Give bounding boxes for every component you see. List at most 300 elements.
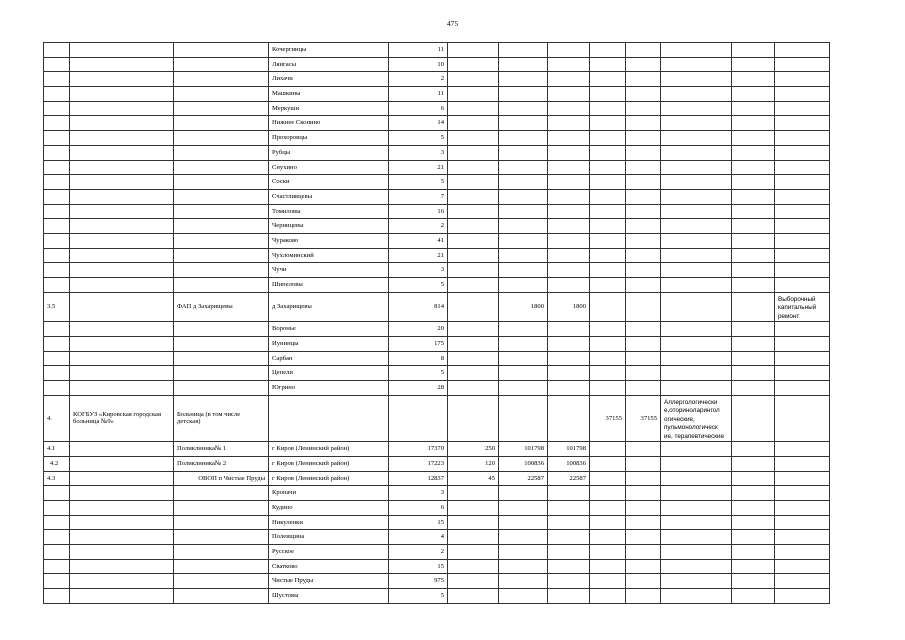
table-cell-c5: 2 <box>389 544 448 559</box>
table-cell-c10 <box>626 500 661 515</box>
table-cell-c2 <box>70 574 174 589</box>
table-cell-c13 <box>775 278 830 293</box>
table-cell-c5: 5 <box>389 589 448 604</box>
table-cell-c6 <box>448 248 499 263</box>
table-cell-c8 <box>548 486 590 501</box>
table-cell-c10 <box>626 486 661 501</box>
table-cell-c9 <box>590 87 626 102</box>
table-cell-c4: Кочергинцы <box>269 43 389 58</box>
table-cell-c6: 120 <box>448 456 499 471</box>
table-cell-c8 <box>548 395 590 442</box>
table-cell-c5: 28 <box>389 380 448 395</box>
table-cell-c3 <box>174 336 269 351</box>
table-cell-c1 <box>44 278 70 293</box>
table-cell-c8: 100836 <box>548 456 590 471</box>
table-row <box>44 589 830 604</box>
table-cell-c1 <box>44 366 70 381</box>
table-cell-c4: Снухино <box>269 160 389 175</box>
table-cell-c5: 21 <box>389 160 448 175</box>
table-cell-c1: 4.2 <box>44 456 70 471</box>
table-cell-c2 <box>70 175 174 190</box>
table-cell-c8 <box>548 500 590 515</box>
table-cell-c6 <box>448 116 499 131</box>
table-cell-c1 <box>44 559 70 574</box>
table-row <box>44 131 830 146</box>
table-cell-c2 <box>70 278 174 293</box>
table-cell-c8 <box>548 131 590 146</box>
table-cell-c7 <box>499 486 548 501</box>
table-cell-c11: Аллергологически е,оториноларингол огические, пульмонологическ ие, терапевтические <box>661 395 732 442</box>
table-cell-c13 <box>775 544 830 559</box>
table-cell-c3 <box>174 263 269 278</box>
table-cell-c4: Нижнее Скопино <box>269 116 389 131</box>
table-cell-c10 <box>626 189 661 204</box>
table-cell-c13 <box>775 204 830 219</box>
table-cell-c12 <box>732 442 775 457</box>
table-cell-c9 <box>590 131 626 146</box>
table-cell-c6 <box>448 559 499 574</box>
table-cell-c7 <box>499 248 548 263</box>
table-cell-c11 <box>661 471 732 486</box>
table-cell-c11 <box>661 366 732 381</box>
table-cell-c3 <box>174 544 269 559</box>
table-cell-c7 <box>499 57 548 72</box>
table-row <box>44 175 830 190</box>
table-cell-c11 <box>661 145 732 160</box>
table-cell-c2 <box>70 336 174 351</box>
table-cell-c11 <box>661 72 732 87</box>
table-cell-c5: 8 <box>389 351 448 366</box>
table-cell-c8 <box>548 515 590 530</box>
table-cell-c10 <box>626 456 661 471</box>
table-cell-c10 <box>626 263 661 278</box>
table-row <box>44 351 830 366</box>
table-cell-c9 <box>590 278 626 293</box>
table-cell-c12 <box>732 263 775 278</box>
table-cell-c5: 11 <box>389 43 448 58</box>
table-cell-c6 <box>448 589 499 604</box>
table-row <box>44 380 830 395</box>
table-cell-c12 <box>732 380 775 395</box>
table-cell-c2 <box>70 544 174 559</box>
table-cell-c11 <box>661 116 732 131</box>
table-cell-c1 <box>44 322 70 337</box>
table-cell-c3 <box>174 559 269 574</box>
table-cell-c12 <box>732 248 775 263</box>
table-cell-c10 <box>626 471 661 486</box>
table-cell-c11 <box>661 233 732 248</box>
table-cell-c5: 11 <box>389 87 448 102</box>
table-cell-c5: 5 <box>389 366 448 381</box>
table-cell-c8: 22587 <box>548 471 590 486</box>
table-cell-c1 <box>44 116 70 131</box>
table-cell-c9 <box>590 248 626 263</box>
table-cell-c3 <box>174 72 269 87</box>
table-cell-c7 <box>499 322 548 337</box>
table-cell-c11 <box>661 486 732 501</box>
table-cell-c8: 1800 <box>548 292 590 322</box>
table-cell-c9 <box>590 559 626 574</box>
table-cell-c7 <box>499 574 548 589</box>
table-cell-c12 <box>732 131 775 146</box>
table-cell-c3: Поликлиника№ 2 <box>174 456 269 471</box>
table-cell-c1 <box>44 145 70 160</box>
table-cell-c13 <box>775 380 830 395</box>
table-cell-c11 <box>661 322 732 337</box>
table-cell-c12 <box>732 530 775 545</box>
table-cell-c1: 4.3 <box>44 471 70 486</box>
table-cell-c2 <box>70 131 174 146</box>
table-row <box>44 500 830 515</box>
table-cell-c1 <box>44 57 70 72</box>
table-cell-c10 <box>626 530 661 545</box>
table-cell-c4: Счастливцевы <box>269 189 389 204</box>
table-cell-c7 <box>499 530 548 545</box>
table-cell-c11 <box>661 442 732 457</box>
table-cell-c8 <box>548 366 590 381</box>
table-cell-c2 <box>70 189 174 204</box>
table-cell-c10 <box>626 559 661 574</box>
table-cell-c11 <box>661 278 732 293</box>
table-cell-c10 <box>626 544 661 559</box>
table-row <box>44 233 830 248</box>
table-cell-c10 <box>626 442 661 457</box>
table-cell-c8 <box>548 278 590 293</box>
table-row <box>44 160 830 175</box>
table-row <box>44 72 830 87</box>
table-cell-c9 <box>590 292 626 322</box>
table-cell-c13 <box>775 43 830 58</box>
table-cell-c13 <box>775 57 830 72</box>
table-cell-c4: Соски <box>269 175 389 190</box>
table-cell-c12 <box>732 500 775 515</box>
table-cell-c4: Полевщина <box>269 530 389 545</box>
table-cell-c8 <box>548 219 590 234</box>
table-cell-c7 <box>499 559 548 574</box>
table-cell-c7 <box>499 263 548 278</box>
table-cell-c10 <box>626 116 661 131</box>
table-cell-c10 <box>626 351 661 366</box>
table-cell-c5: 21 <box>389 248 448 263</box>
table-cell-c7 <box>499 351 548 366</box>
table-row <box>44 442 830 457</box>
table-cell-c13: Выборочный капитальный ремонт <box>775 292 830 322</box>
table-row <box>44 57 830 72</box>
table-cell-c7: 1800 <box>499 292 548 322</box>
table-cell-c9 <box>590 204 626 219</box>
table-cell-c12 <box>732 515 775 530</box>
table-cell-c13 <box>775 189 830 204</box>
table-cell-c9 <box>590 263 626 278</box>
table-cell-c3 <box>174 101 269 116</box>
table-cell-c10 <box>626 101 661 116</box>
table-cell-c13 <box>775 366 830 381</box>
table-cell-c9 <box>590 530 626 545</box>
table-cell-c7 <box>499 175 548 190</box>
table-cell-c5: 814 <box>389 292 448 322</box>
table-cell-c7 <box>499 189 548 204</box>
table-cell-c10 <box>626 366 661 381</box>
table-cell-c8 <box>548 101 590 116</box>
table-cell-c12 <box>732 72 775 87</box>
table-cell-c1 <box>44 160 70 175</box>
table-cell-c12 <box>732 43 775 58</box>
table-cell-c10 <box>626 204 661 219</box>
table-cell-c12 <box>732 219 775 234</box>
table-cell-c4: Томиловы <box>269 204 389 219</box>
table-cell-c9 <box>590 101 626 116</box>
table-cell-c5: 15 <box>389 559 448 574</box>
table-cell-c12 <box>732 175 775 190</box>
table-cell-c9 <box>590 116 626 131</box>
table-cell-c3 <box>174 530 269 545</box>
table-row <box>44 366 830 381</box>
table-cell-c8 <box>548 145 590 160</box>
table-cell-c3 <box>174 589 269 604</box>
table-cell-c13 <box>775 559 830 574</box>
table-cell-c9 <box>590 57 626 72</box>
table-cell-c13 <box>775 101 830 116</box>
table-cell-c5: 6 <box>389 500 448 515</box>
table-cell-c11 <box>661 248 732 263</box>
table-row <box>44 559 830 574</box>
table-cell-c8 <box>548 322 590 337</box>
table-cell-c1 <box>44 530 70 545</box>
table-cell-c3 <box>174 219 269 234</box>
table-cell-c6 <box>448 131 499 146</box>
table-cell-c1 <box>44 101 70 116</box>
table-cell-c13 <box>775 233 830 248</box>
table-cell-c2: КОГБУЗ «Кировская городская больница №9» <box>70 395 174 442</box>
table-cell-c4: Цепели <box>269 366 389 381</box>
table-cell-c11 <box>661 175 732 190</box>
table-cell-c12 <box>732 366 775 381</box>
table-row <box>44 292 830 322</box>
table-cell-c3 <box>174 500 269 515</box>
table-cell-c4: д Захарищевы <box>269 292 389 322</box>
table-cell-c5: 3 <box>389 486 448 501</box>
table-cell-c8 <box>548 544 590 559</box>
table-cell-c4: Русское <box>269 544 389 559</box>
table-cell-c10 <box>626 248 661 263</box>
table-cell-c12 <box>732 486 775 501</box>
table-cell-c8 <box>548 530 590 545</box>
table-row <box>44 263 830 278</box>
table-cell-c4: Лихачи <box>269 72 389 87</box>
table-cell-c2 <box>70 43 174 58</box>
table-cell-c12 <box>732 233 775 248</box>
table-cell-c11 <box>661 351 732 366</box>
table-cell-c13 <box>775 574 830 589</box>
table-cell-c4: Прохоровцы <box>269 131 389 146</box>
table-cell-c8: 101798 <box>548 442 590 457</box>
table-cell-c7 <box>499 395 548 442</box>
table-cell-c8 <box>548 57 590 72</box>
table-cell-c6 <box>448 544 499 559</box>
table-cell-c12 <box>732 145 775 160</box>
table-cell-c13 <box>775 160 830 175</box>
table-cell-c9 <box>590 442 626 457</box>
table-cell-c4: Кропачи <box>269 486 389 501</box>
table-row <box>44 486 830 501</box>
table-cell-c3 <box>174 248 269 263</box>
table-cell-c11 <box>661 160 732 175</box>
table-cell-c10 <box>626 589 661 604</box>
table-cell-c5: 17370 <box>389 442 448 457</box>
table-cell-c6: 45 <box>448 471 499 486</box>
table-cell-c13 <box>775 456 830 471</box>
table-cell-c11 <box>661 589 732 604</box>
table-cell-c7 <box>499 515 548 530</box>
table-row <box>44 278 830 293</box>
table-cell-c3 <box>174 204 269 219</box>
table-cell-c1 <box>44 87 70 102</box>
table-cell-c12 <box>732 351 775 366</box>
table-cell-c4: Воронье <box>269 322 389 337</box>
table-cell-c13 <box>775 395 830 442</box>
table-cell-c1: 4.1 <box>44 442 70 457</box>
table-cell-c1 <box>44 500 70 515</box>
table-cell-c3: Больница (в том числе детская) <box>174 395 269 442</box>
table-cell-c7: 22587 <box>499 471 548 486</box>
table-cell-c2 <box>70 351 174 366</box>
table-cell-c9 <box>590 175 626 190</box>
table-cell-c13 <box>775 219 830 234</box>
table-cell-c11 <box>661 57 732 72</box>
table-cell-c2 <box>70 530 174 545</box>
table-cell-c10 <box>626 380 661 395</box>
table-cell-c12 <box>732 336 775 351</box>
table-cell-c1 <box>44 204 70 219</box>
table-cell-c2 <box>70 486 174 501</box>
table-cell-c8 <box>548 336 590 351</box>
table-cell-c4: г Киров (Ленинский район) <box>269 471 389 486</box>
table-cell-c13 <box>775 72 830 87</box>
table-cell-c6 <box>448 233 499 248</box>
table-cell-c11 <box>661 204 732 219</box>
table-cell-c3 <box>174 145 269 160</box>
table-cell-c11 <box>661 574 732 589</box>
table-row <box>44 204 830 219</box>
table-cell-c3: ОВОП п Чистые Пруды <box>174 471 269 486</box>
table-cell-c2 <box>70 145 174 160</box>
table-cell-c9 <box>590 486 626 501</box>
table-cell-c9 <box>590 544 626 559</box>
table-cell-c3 <box>174 43 269 58</box>
table-cell-c9 <box>590 233 626 248</box>
table-row <box>44 515 830 530</box>
table-cell-c6 <box>448 175 499 190</box>
table-cell-c10 <box>626 278 661 293</box>
table-cell-c1 <box>44 380 70 395</box>
table-cell-c7 <box>499 116 548 131</box>
table-cell-c3 <box>174 366 269 381</box>
table-cell-c10 <box>626 322 661 337</box>
table-cell-c9 <box>590 322 626 337</box>
table-cell-c6 <box>448 380 499 395</box>
table-cell-c10 <box>626 145 661 160</box>
table-row <box>44 530 830 545</box>
table-cell-c6 <box>448 87 499 102</box>
table-cell-c13 <box>775 442 830 457</box>
table-cell-c3 <box>174 351 269 366</box>
table-cell-c2 <box>70 57 174 72</box>
page-number: 475 <box>446 19 459 28</box>
table-cell-c2 <box>70 248 174 263</box>
table-row <box>44 574 830 589</box>
table-cell-c11 <box>661 189 732 204</box>
table-cell-c13 <box>775 145 830 160</box>
table-cell-c4: Иунинцы <box>269 336 389 351</box>
table-cell-c8 <box>548 380 590 395</box>
table-cell-c6 <box>448 336 499 351</box>
table-cell-c2 <box>70 500 174 515</box>
table-cell-c6 <box>448 351 499 366</box>
table-cell-c4: г Киров (Ленинский район) <box>269 442 389 457</box>
table-cell-c6 <box>448 145 499 160</box>
table-cell-c4: Сарбан <box>269 351 389 366</box>
table-cell-c10 <box>626 57 661 72</box>
table-cell-c12 <box>732 87 775 102</box>
table-cell-c5 <box>389 395 448 442</box>
table-row <box>44 336 830 351</box>
table-cell-c2 <box>70 204 174 219</box>
table-cell-c6 <box>448 486 499 501</box>
table-cell-c11 <box>661 500 732 515</box>
table-cell-c12 <box>732 116 775 131</box>
table-cell-c3: ФАП д Захарищевы <box>174 292 269 322</box>
table-cell-c7 <box>499 233 548 248</box>
table-cell-c7 <box>499 131 548 146</box>
table-cell-c7 <box>499 336 548 351</box>
table-cell-c8 <box>548 160 590 175</box>
table-cell-c7 <box>499 219 548 234</box>
table-cell-c8 <box>548 233 590 248</box>
table-cell-c9 <box>590 43 626 58</box>
table-cell-c12 <box>732 204 775 219</box>
table-cell-c12 <box>732 471 775 486</box>
table-cell-c3 <box>174 131 269 146</box>
table-cell-c5: 16 <box>389 204 448 219</box>
table-cell-c2 <box>70 72 174 87</box>
table-cell-c11 <box>661 544 732 559</box>
table-cell-c1 <box>44 544 70 559</box>
table-cell-c2 <box>70 101 174 116</box>
table-cell-c7 <box>499 500 548 515</box>
table-cell-c4: г Киров (Ленинский район) <box>269 456 389 471</box>
table-cell-c13 <box>775 87 830 102</box>
table-cell-c12 <box>732 322 775 337</box>
table-cell-c1 <box>44 233 70 248</box>
table-cell-c5: 2 <box>389 72 448 87</box>
table-row <box>44 456 830 471</box>
table-cell-c13 <box>775 336 830 351</box>
table-cell-c10 <box>626 292 661 322</box>
table-cell-c3 <box>174 515 269 530</box>
table-cell-c12 <box>732 456 775 471</box>
table-cell-c1 <box>44 131 70 146</box>
table-row <box>44 101 830 116</box>
table-cell-c10 <box>626 233 661 248</box>
table-cell-c7 <box>499 43 548 58</box>
table-cell-c2 <box>70 442 174 457</box>
table-cell-c10 <box>626 515 661 530</box>
table-row <box>44 219 830 234</box>
table-row <box>44 189 830 204</box>
table-cell-c4: Сватково <box>269 559 389 574</box>
table-cell-c10 <box>626 131 661 146</box>
table-cell-c3 <box>174 233 269 248</box>
